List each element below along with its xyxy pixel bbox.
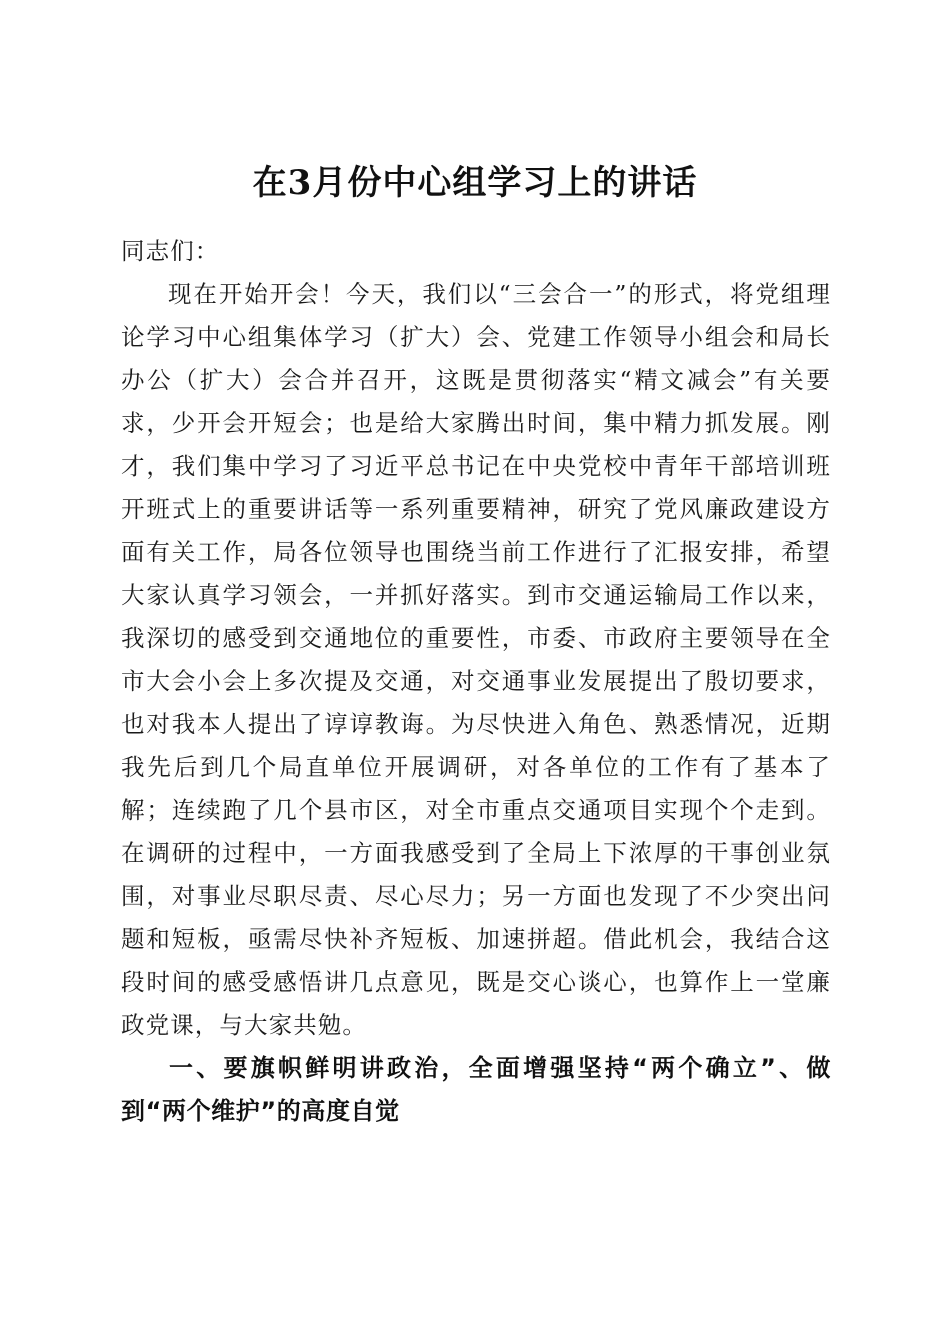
body-paragraph: 现在开始开会！今天，我们以“三会合一”的形式，将党组理论学习中心组集体学习（扩大）会、党建工作领导小组会和局长办公（扩大）会合并召开，这既是贯彻落实“精文减会”有关要求，少开会开短会；也是给大家腾出时间，集中精力抓发展。刚才，我们集中学习了习近平总书记在中央党校中青年干部培训班开班式上的重要讲话等一系列重要精神，研究了党风廉政建设方面有关工作，局各位领导也围绕当前工作进行了汇报安排，希望大家认真学习领会，一并抓好落实。到市交通运输局工作以来，我深切的感受到交通地位的重要性，市委、市政府主要领导在全市大会小会上多次提及交通，对交通事业发展提出了殷切要求，也对我本人提出了谆谆教诲。为尽快进入角色、熟悉情况，近期我先后到几个局直单位开展调研，对各单位的工作有了基本了解；连续跑了几个县市区，对全市重点交通项目实现个个走到。在调研的过程中，一方面我感受到了全局上下浓厚的干事创业氛围，对事业尽职尽责、尽心尽力；另一方面也发现了不少突出问题和短板，亟需尽快补齐短板、加速拼超。借此机会，我结合这段时间的感受感悟讲几点意见，既是交心谈心，也算作上一堂廉政党课，与大家共勉。	[121, 280, 831, 1039]
salutation: 同志们：	[121, 237, 220, 265]
document-body	[121, 230, 831, 1133]
section-heading: 一、要旗帜鲜明讲政治，全面增强坚持“两个确立”、做到“两个维护”的高度自觉	[121, 1054, 831, 1125]
document-title: 在3月份中心组学习上的讲话	[252, 162, 698, 203]
